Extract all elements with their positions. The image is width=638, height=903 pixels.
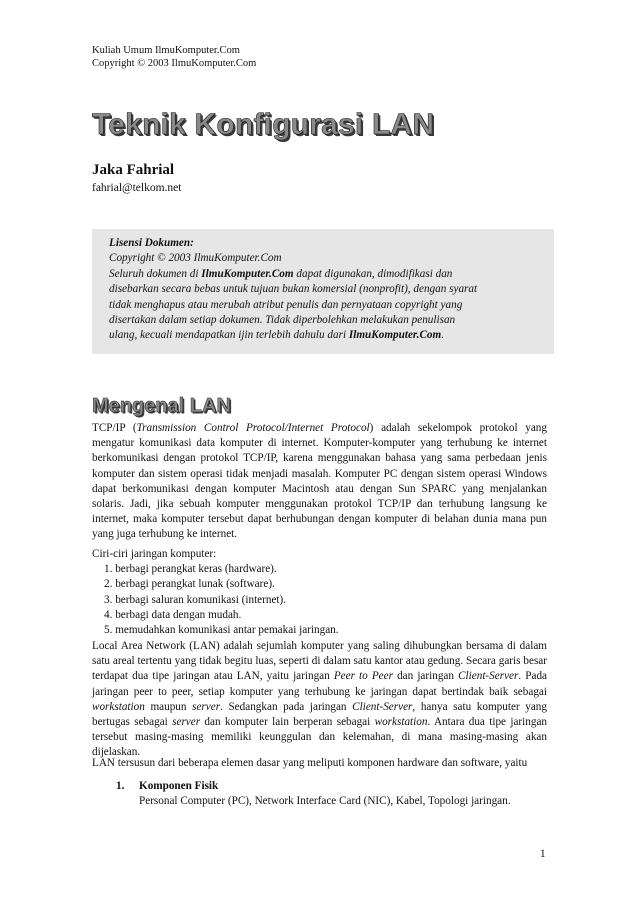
license-heading: Lisensi Dokumen: xyxy=(109,237,194,249)
document-title: Teknik Konfigurasi LAN xyxy=(92,108,435,141)
list-intro: Ciri-ciri jaringan komputer: xyxy=(92,548,217,560)
page-header xyxy=(92,44,256,70)
component-title: Komponen Fisik xyxy=(139,780,219,792)
author-name: Jaka Fahrial xyxy=(92,162,175,178)
license-line-3: Seluruh dokumen di IlmuKomputer.Com dapat digunakan, dimodifikasi dan xyxy=(109,267,453,280)
author-email: fahrial@telkom.net xyxy=(92,182,182,194)
page-number: 1 xyxy=(540,848,546,860)
component-number: 1. xyxy=(116,780,125,792)
license-line-5: tidak menghapus atau merubah atribut penulis dan pernyataan copyright yang xyxy=(109,298,463,311)
license-text xyxy=(109,236,477,344)
list-item: 4. berbagi data dengan mudah. xyxy=(104,608,242,621)
license-line-7: ulang, kecuali mendapatkan ijin terlebih dahulu dari IlmuKomputer.Com. xyxy=(109,329,445,342)
license-line-4: disebarkan secara bebas untuk tujuan bukan komersial (nonprofit), dengan syarat xyxy=(109,283,478,296)
header-line-2: Copyright © 2003 IlmuKomputer.Com xyxy=(92,58,257,69)
paragraph-lan: Local Area Network (LAN) adalah sejumlah komputer yang saling dihubungkan bersama di dalam satu areal tertentu yang tidak begitu luas, seperti di dalam satu kantor atau gedung. Secara garis besar terdapat dua tipe jaringan atau LAN, yaitu jaringan Peer to Peer dan jaringan Client-Server. Pada jaringan peer to peer, setiap komputer yang terhubung ke jaringan dapat bertindak baik sebagai workstation maupun server. Sedangkan pada jaringan Client-Server, hanya satu komputer yang bertugas sebagai server dan komputer lain berperan sebagai workstation. Antara dua tipe jaringan tersebut masing-masing memiliki keunggulan dan kelemahan, di mana masing-masing akan dijelaskan. xyxy=(92,640,548,759)
section-heading: Mengenal LAN xyxy=(92,395,231,417)
paragraph-elements: LAN tersusun dari beberapa elemen dasar yang meliputi komponen hardware dan software, yaitu xyxy=(92,757,528,769)
component-description: Personal Computer (PC), Network Interface Card (NIC), Kabel, Topologi jaringan. xyxy=(139,795,511,807)
license-line-6: disertakan dalam setiap dokumen. Tidak diperbolehkan melakukan penulisan xyxy=(109,314,456,327)
paragraph-tcpip: TCP/IP (Transmission Control Protocol/Internet Protocol) adalah sekelompok protokol yang mengatur komunikasi data komputer di internet. Komputer-komputer yang terhubung ke internet berkomunikasi dengan protokol TCP/IP, karena menggunakan bahasa yang sama perbedaan jenis komputer dan sistem operasi tidak menjadi masalah. Komputer PC dengan sistem operasi Windows dapat berkomunikasi dengan komputer Macintosh atau dengan Sun SPARC yang menjalankan solaris. Jadi, jika sebuah komputer menggunakan protokol TCP/IP dan terhubung langsung ke internet, maka komputer tersebut dapat berhubungan dengan komputer di belahan dunia mana pun yang juga terhubung ke internet. xyxy=(92,422,547,541)
list-item: 3. berbagi saluran komunikasi (internet). xyxy=(104,593,287,606)
license-copyright: Copyright © 2003 IlmuKomputer.Com xyxy=(109,252,282,265)
list-item: 5. memudahkan komunikasi antar pemakai jaringan. xyxy=(104,624,339,637)
header-line-1: Kuliah Umum IlmuKomputer.Com xyxy=(92,45,240,56)
feature-list xyxy=(92,547,547,638)
list-item: 2. berbagi perangkat lunak (software). xyxy=(104,578,275,591)
list-item: 1. berbagi perangkat keras (hardware). xyxy=(104,563,277,576)
